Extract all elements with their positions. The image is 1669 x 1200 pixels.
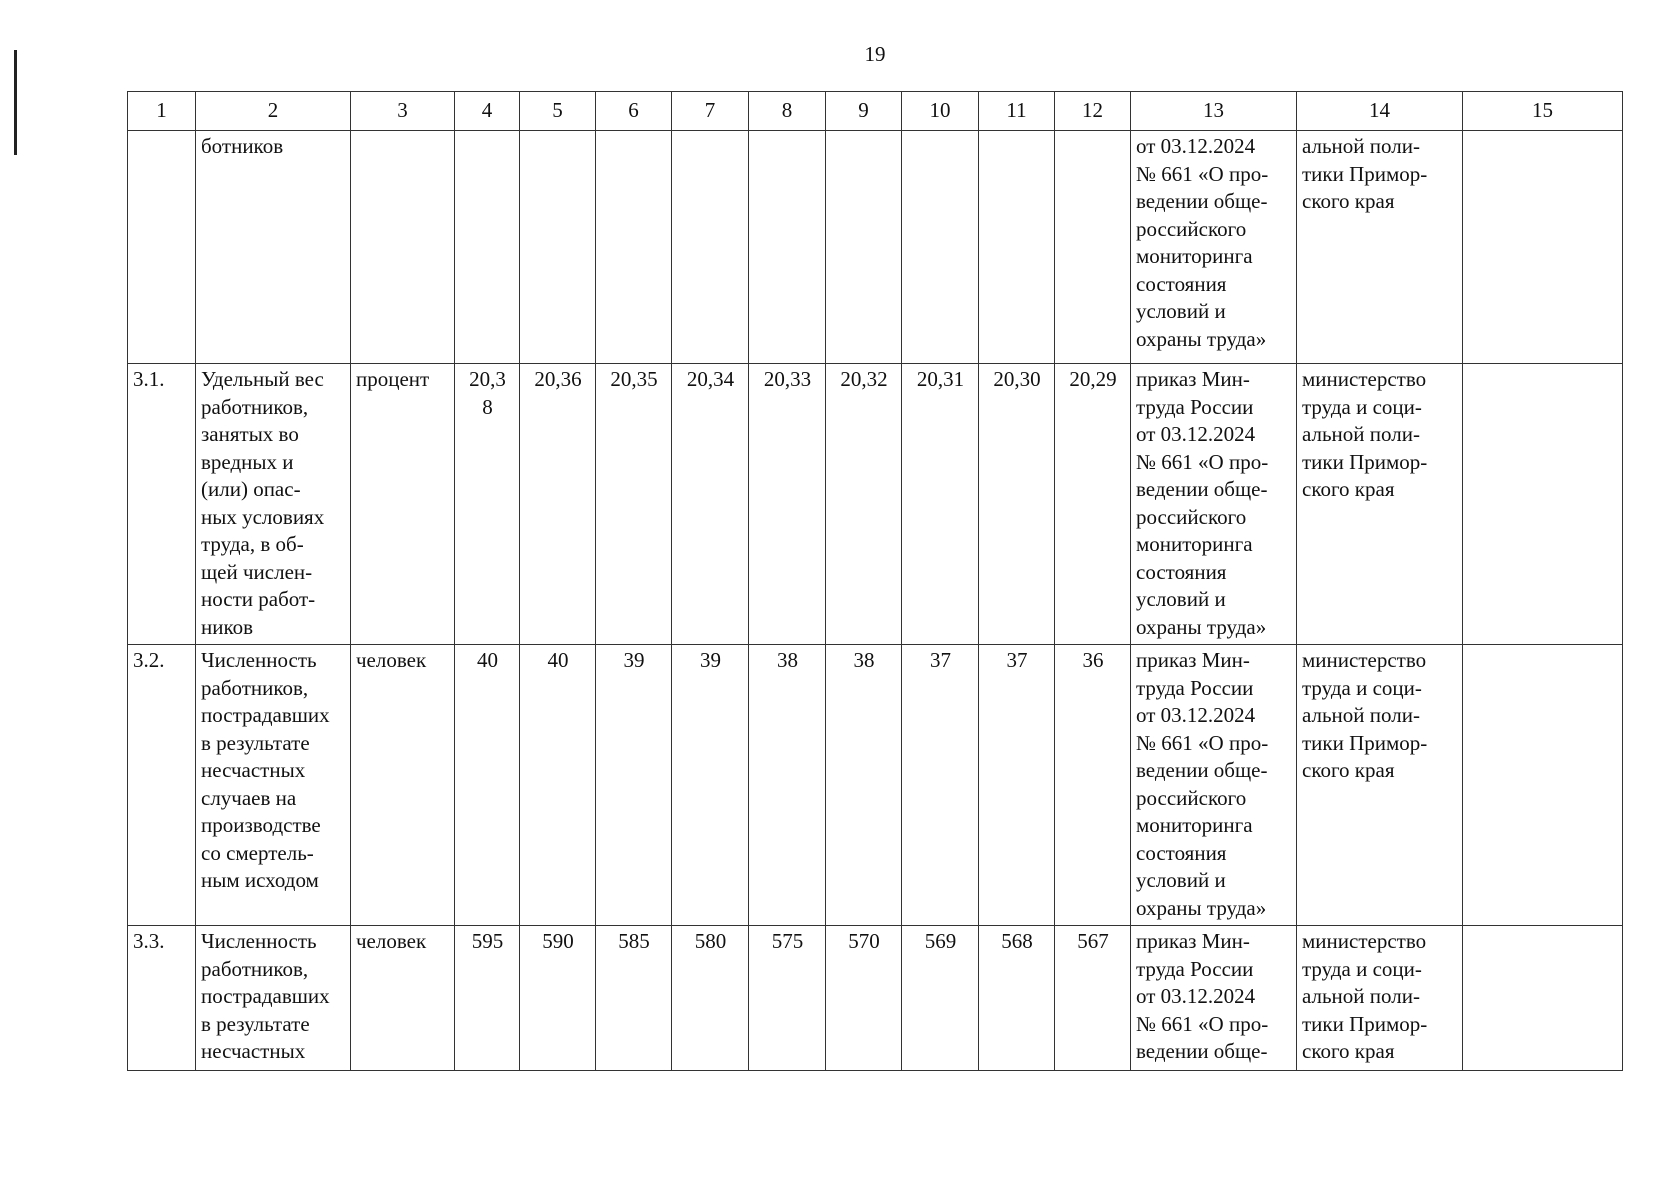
value-cell <box>1055 131 1131 364</box>
note-cell <box>1463 645 1623 926</box>
table-row <box>128 645 1623 926</box>
value-cell-text: 20,35 <box>610 367 658 391</box>
value-cell <box>596 926 672 1071</box>
header-row <box>128 92 1623 131</box>
value-cell-text: 575 <box>771 929 804 953</box>
value-cell-text: 20,36 <box>534 367 582 391</box>
value-cell <box>979 131 1055 364</box>
value-cell <box>749 131 826 364</box>
indicator-name-cell <box>196 645 351 926</box>
table-row <box>128 926 1623 1071</box>
source-cell-text: приказ Мин- труда России от 03.12.2024 № 661 «О про- ведении обще- российского мониторинга состояния условий и охраны труда» <box>1136 367 1269 639</box>
value-cell <box>596 364 672 645</box>
value-cell <box>902 131 979 364</box>
value-cell <box>902 926 979 1071</box>
value-cell-text: 37 <box>930 648 951 672</box>
responsible-cell-text: министерство труда и соци- альной поли- тики Примор- ского края <box>1302 929 1428 1063</box>
value-cell <box>672 131 749 364</box>
value-cell <box>672 645 749 926</box>
column-header: 9 <box>826 92 902 131</box>
value-cell <box>455 645 520 926</box>
unit-cell <box>351 926 455 1071</box>
source-cell-text: приказ Мин- труда России от 03.12.2024 № 661 «О про- ведении обще- <box>1136 929 1269 1063</box>
value-cell-text: 585 <box>618 929 650 953</box>
indicator-name-cell <box>196 364 351 645</box>
value-cell <box>672 926 749 1071</box>
unit-cell-text: человек <box>356 929 427 953</box>
value-cell <box>520 645 596 926</box>
row-number-cell <box>128 131 196 364</box>
value-cell <box>826 131 902 364</box>
note-cell <box>1463 364 1623 645</box>
value-cell <box>520 926 596 1071</box>
row-number-cell-text: 3.3. <box>133 929 165 953</box>
column-header: 1 <box>128 92 196 131</box>
column-header: 15 <box>1463 92 1623 131</box>
responsible-cell <box>1297 131 1463 364</box>
value-cell <box>596 131 672 364</box>
indicator-name-cell-text: Удельный вес работников, занятых во вредных и (или) опас- ных условиях труда, в об- щей числен- ности работ- ников <box>201 367 325 639</box>
value-cell-text: 20,31 <box>916 367 965 391</box>
value-cell <box>826 645 902 926</box>
indicator-name-cell <box>196 131 351 364</box>
column-header: 6 <box>596 92 672 131</box>
value-cell <box>979 926 1055 1071</box>
responsible-cell-text: министерство труда и соци- альной поли- тики Примор- ского края <box>1302 367 1428 501</box>
value-cell <box>826 364 902 645</box>
value-cell-text: 39 <box>623 648 645 672</box>
unit-cell <box>351 131 455 364</box>
indicator-name-cell-text: Численность работников, пострадавших в результате несчастных случаев на производстве со смертель- ным исходом <box>201 648 330 892</box>
indicator-name-cell <box>196 926 351 1071</box>
table-row <box>128 364 1623 645</box>
value-cell <box>1055 645 1131 926</box>
value-cell <box>902 364 979 645</box>
value-cell-text: 20,34 <box>686 367 735 391</box>
value-cell-text: 20,29 <box>1069 367 1117 391</box>
row-number-cell-text: 3.1. <box>133 367 165 391</box>
value-cell-text: 20,3 8 <box>469 367 506 419</box>
responsible-cell <box>1297 926 1463 1071</box>
value-cell <box>979 645 1055 926</box>
value-cell <box>749 926 826 1071</box>
column-header: 13 <box>1131 92 1297 131</box>
value-cell-text: 590 <box>542 929 574 953</box>
column-header: 11 <box>979 92 1055 131</box>
value-cell <box>520 131 596 364</box>
value-cell-text: 40 <box>547 648 569 672</box>
value-cell-text: 20,32 <box>840 367 888 391</box>
value-cell-text: 569 <box>924 929 957 953</box>
column-header: 5 <box>520 92 596 131</box>
row-number-cell <box>128 364 196 645</box>
page-number: 19 <box>864 42 886 66</box>
indicator-name-cell-text: Численность работников, пострадавших в результате несчастных <box>201 929 330 1063</box>
responsible-cell <box>1297 645 1463 926</box>
responsible-cell-text: министерство труда и соци- альной поли- тики Примор- ского края <box>1302 648 1428 782</box>
value-cell-text: 37 <box>1006 648 1028 672</box>
value-cell-text: 38 <box>853 648 875 672</box>
source-cell <box>1131 364 1297 645</box>
column-header: 14 <box>1297 92 1463 131</box>
value-cell-text: 20,33 <box>763 367 812 391</box>
column-header: 3 <box>351 92 455 131</box>
value-cell <box>902 645 979 926</box>
value-cell <box>749 645 826 926</box>
value-cell <box>979 364 1055 645</box>
source-cell-text: от 03.12.2024 № 661 «О про- ведении обще- российского мониторинга состояния условий и охраны труда» <box>1136 134 1269 351</box>
value-cell <box>749 364 826 645</box>
value-cell <box>520 364 596 645</box>
value-cell <box>826 926 902 1071</box>
indicators-table <box>127 91 1623 1071</box>
value-cell <box>455 926 520 1071</box>
row-number-cell <box>128 926 196 1071</box>
column-header: 2 <box>196 92 351 131</box>
column-header: 10 <box>902 92 979 131</box>
column-header: 7 <box>672 92 749 131</box>
unit-cell-text: процент <box>356 367 430 391</box>
value-cell-text: 36 <box>1082 648 1104 672</box>
value-cell-text: 567 <box>1077 929 1109 953</box>
column-header: 12 <box>1055 92 1131 131</box>
value-cell-text: 568 <box>1001 929 1033 953</box>
column-header: 4 <box>455 92 520 131</box>
row-number-cell <box>128 645 196 926</box>
value-cell-text: 570 <box>848 929 880 953</box>
value-cell <box>672 364 749 645</box>
responsible-cell-text: альной поли- тики Примор- ского края <box>1302 134 1428 213</box>
value-cell-text: 20,30 <box>993 367 1041 391</box>
source-cell <box>1131 131 1297 364</box>
column-header: 8 <box>749 92 826 131</box>
source-cell-text: приказ Мин- труда России от 03.12.2024 № 661 «О про- ведении обще- российского мониторинга состояния условий и охраны труда» <box>1136 648 1269 920</box>
value-cell-text: 39 <box>700 648 721 672</box>
indicator-name-cell-text: ботников <box>201 134 284 158</box>
value-cell <box>455 364 520 645</box>
responsible-cell <box>1297 364 1463 645</box>
value-cell <box>1055 364 1131 645</box>
value-cell <box>596 645 672 926</box>
source-cell <box>1131 645 1297 926</box>
value-cell-text: 40 <box>477 648 498 672</box>
value-cell-text: 580 <box>694 929 727 953</box>
note-cell <box>1463 131 1623 364</box>
source-cell <box>1131 926 1297 1071</box>
value-cell-text: 38 <box>777 648 798 672</box>
value-cell <box>1055 926 1131 1071</box>
table-row <box>128 131 1623 364</box>
value-cell-text: 595 <box>471 929 504 953</box>
value-cell <box>455 131 520 364</box>
unit-cell-text: человек <box>356 648 427 672</box>
note-cell <box>1463 926 1623 1071</box>
row-number-cell-text: 3.2. <box>133 648 165 672</box>
unit-cell <box>351 645 455 926</box>
unit-cell <box>351 364 455 645</box>
